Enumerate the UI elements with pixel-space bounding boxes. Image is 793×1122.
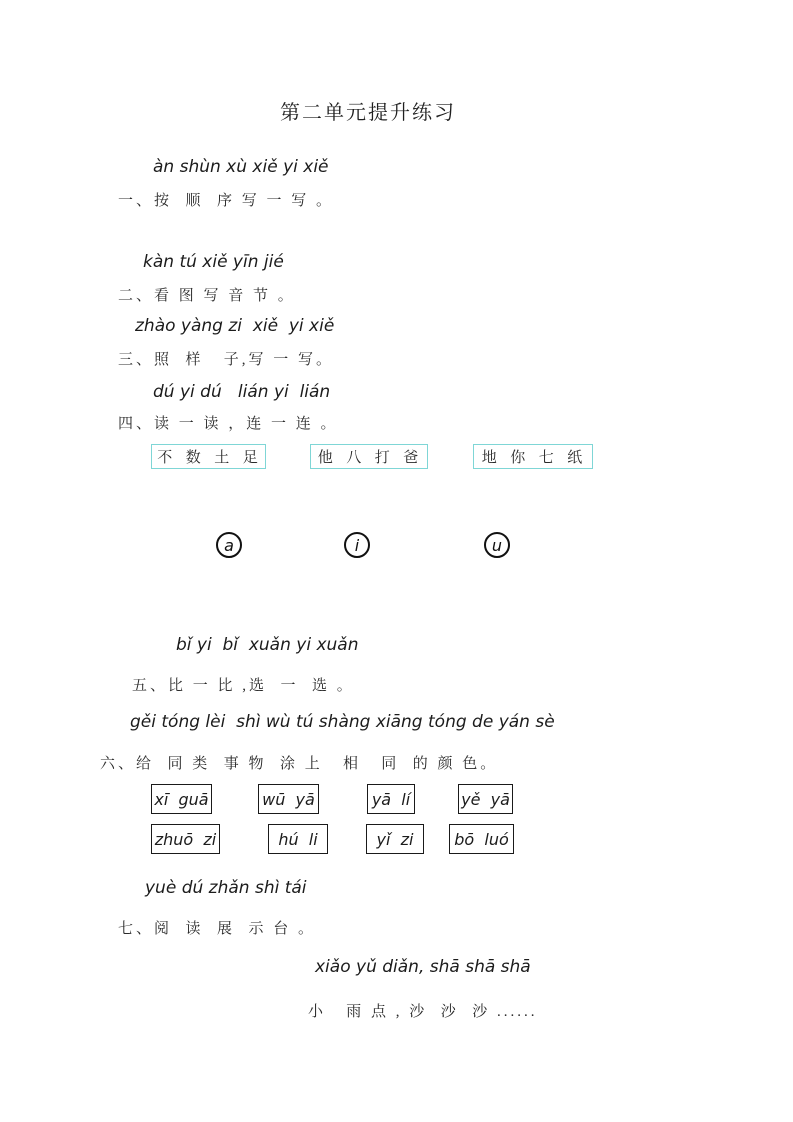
word-box: [367, 784, 415, 814]
section7-pinyin: yuè dú zhǎn shì tái: [145, 878, 307, 898]
section3-pinyin: zhào yàng zi xiě yi xiě: [135, 316, 335, 336]
word-box-text: hú li: [278, 829, 318, 849]
section7-heading: 七、阅 读 展 示 台 。: [118, 921, 317, 937]
section3-heading: 三、照 样 子,写 一 写。: [118, 352, 335, 368]
section6-heading: 六、给 同 类 事 物 涂 上 相 同 的 颜 色。: [100, 756, 499, 772]
word-box-text: zhuō zi: [154, 829, 217, 849]
match-box-text: 地 你 七 纸: [481, 450, 585, 466]
reading-text: 小 雨 点 , 沙 沙 沙 ......: [308, 1004, 538, 1020]
section6-pinyin: gěi tóng lèi shì wù tú shàng xiāng tóng de yán sè: [130, 712, 555, 732]
word-box: [258, 784, 319, 814]
page-title: 第二单元提升练习: [280, 102, 456, 124]
word-box: [366, 824, 424, 854]
word-box-text: xī guā: [154, 789, 209, 809]
match-box: [473, 444, 593, 469]
section2-heading: 二、看 图 写 音 节 。: [118, 288, 296, 304]
section4-pinyin: dú yi dú lián yi lián: [153, 382, 331, 402]
section1-pinyin: àn shùn xù xiě yi xiě: [153, 157, 329, 177]
word-box: [151, 784, 212, 814]
match-box: [151, 444, 266, 469]
section5-heading: 五、比 一 比 ,选 一 选 。: [132, 678, 355, 694]
section4-heading: 四、读 一 读 ，连 一 连 。: [118, 416, 339, 432]
word-box-text: yǐ zi: [376, 829, 414, 849]
reading-pinyin: xiǎo yǔ diǎn, shā shā shā: [315, 957, 531, 977]
section5-pinyin: bǐ yi bǐ xuǎn yi xuǎn: [176, 635, 359, 655]
section2-pinyin: kàn tú xiě yīn jié: [143, 252, 284, 272]
match-box: [310, 444, 428, 469]
match-box-text: 不 数 土 足: [157, 450, 260, 466]
word-box-text: yā lí: [371, 789, 411, 809]
word-box-text: yě yā: [461, 789, 510, 809]
word-box: [458, 784, 513, 814]
word-box-text: wū yā: [262, 789, 315, 809]
word-box: [268, 824, 328, 854]
word-box: [449, 824, 514, 854]
section1-heading: 一、按 顺 序 写 一 写 。: [118, 193, 335, 209]
word-box-text: bō luó: [454, 829, 509, 849]
vowel-circle-u: u: [484, 532, 510, 558]
word-box: [151, 824, 220, 854]
vowel-circle-i: i: [344, 532, 370, 558]
vowel-circle-a: a: [216, 532, 242, 558]
match-box-text: 他 八 打 爸: [317, 450, 421, 466]
